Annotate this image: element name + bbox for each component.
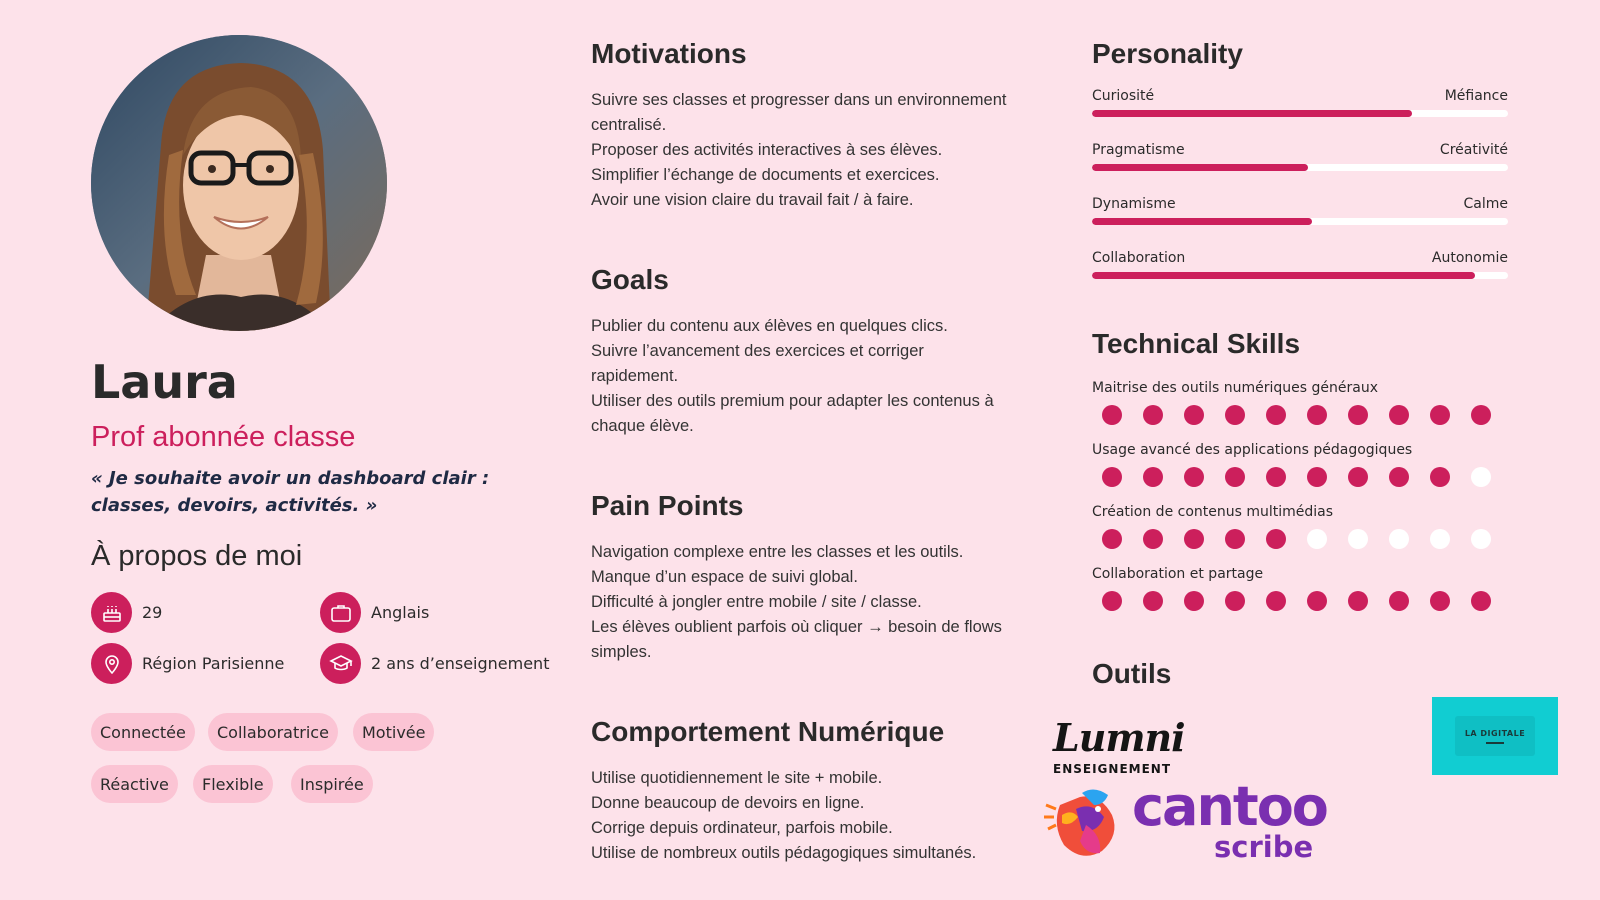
about-title: À propos de moi xyxy=(91,540,303,572)
trait-track xyxy=(1092,110,1508,117)
pain-point-line: Navigation complexe entre les classes et les outils. xyxy=(591,543,964,561)
about-location-value: Région Parisienne xyxy=(142,654,285,673)
rating-dot-empty xyxy=(1389,529,1409,549)
goal-line: Publier du contenu aux élèves en quelques clics. xyxy=(591,317,948,335)
about-location xyxy=(91,643,284,684)
graduation-cap-icon xyxy=(320,643,361,684)
trait-fill xyxy=(1092,110,1412,117)
skill-label: Collaboration et partage xyxy=(1092,566,1264,582)
skill-label: Maitrise des outils numériques généraux xyxy=(1092,380,1378,396)
pain-point-line: Difficulté à jongler entre mobile / site / classe. xyxy=(591,593,922,611)
rating-dot-filled xyxy=(1430,467,1450,487)
motivation-line: Suivre ses classes et progresser dans un environnement centralisé. xyxy=(591,91,1007,134)
rating-dot-filled xyxy=(1471,405,1491,425)
rating-dot-filled xyxy=(1102,529,1122,549)
behavior-line: Donne beaucoup de devoirs en ligne. xyxy=(591,794,865,812)
trait-right-label: Autonomie xyxy=(1431,250,1508,266)
about-subject-value: Anglais xyxy=(371,603,430,622)
rating-dot-filled xyxy=(1102,591,1122,611)
personality-slider xyxy=(1092,250,1508,279)
rating-dot-filled xyxy=(1348,405,1368,425)
rating-dot-filled xyxy=(1225,529,1245,549)
persona-role: Prof abonnée classe xyxy=(91,421,356,453)
goals-text xyxy=(591,314,1011,439)
lumni-logo: Lumni ENSEIGNEMENT xyxy=(1053,715,1185,776)
trait-left-label: Dynamisme xyxy=(1092,196,1176,212)
rating-dot-filled xyxy=(1143,467,1163,487)
rating-dot-filled xyxy=(1307,405,1327,425)
avatar xyxy=(91,35,387,331)
tag: Réactive xyxy=(91,765,178,803)
motivations-text xyxy=(591,88,1011,213)
trait-right-label: Calme xyxy=(1463,196,1508,212)
rating-dot-filled xyxy=(1266,467,1286,487)
skill-rating xyxy=(1102,529,1491,549)
briefcase-icon xyxy=(320,592,361,633)
tools-title: Outils xyxy=(1092,658,1172,689)
persona-name: Laura xyxy=(91,355,238,409)
rating-dot-filled xyxy=(1184,405,1204,425)
rating-dot-filled xyxy=(1102,467,1122,487)
about-experience xyxy=(320,643,549,684)
trait-fill xyxy=(1092,218,1312,225)
trait-fill xyxy=(1092,164,1308,171)
trait-left-label: Curiosité xyxy=(1092,88,1155,104)
tag: Flexible xyxy=(193,765,273,803)
goal-line: Suivre l’avancement des exercices et corriger rapidement. xyxy=(591,342,924,385)
about-age-value: 29 xyxy=(142,603,163,622)
rating-dot-filled xyxy=(1184,467,1204,487)
trait-fill xyxy=(1092,272,1475,279)
rating-dot-filled xyxy=(1389,467,1409,487)
rating-dot-filled xyxy=(1143,529,1163,549)
skills-title: Technical Skills xyxy=(1092,328,1301,359)
rating-dot-filled xyxy=(1225,405,1245,425)
cantoo-scribe-logo: cantoo scribe xyxy=(1042,775,1322,865)
location-pin-icon xyxy=(91,643,132,684)
motivation-line: Avoir une vision claire du travail fait / à faire. xyxy=(591,191,914,209)
trait-track xyxy=(1092,218,1508,225)
skill-row xyxy=(1092,380,1491,425)
rating-dot-filled xyxy=(1430,591,1450,611)
skill-row xyxy=(1092,442,1491,487)
rating-dot-filled xyxy=(1307,467,1327,487)
rating-dot-empty xyxy=(1430,529,1450,549)
rating-dot-filled xyxy=(1225,467,1245,487)
digital-behavior-title: Comportement Numérique xyxy=(591,716,945,747)
skill-rating xyxy=(1102,591,1491,611)
behavior-line: Corrige depuis ordinateur, parfois mobile. xyxy=(591,819,893,837)
rating-dot-filled xyxy=(1389,591,1409,611)
about-subject xyxy=(320,592,429,633)
rating-dot-filled xyxy=(1184,529,1204,549)
rating-dot-empty xyxy=(1348,529,1368,549)
tag: Motivée xyxy=(353,713,434,751)
persona-quote: « Je souhaite avoir un dashboard clair : classes, devoirs, activités. » xyxy=(91,468,490,516)
rating-dot-filled xyxy=(1389,405,1409,425)
rating-dot-empty xyxy=(1471,529,1491,549)
trait-track xyxy=(1092,164,1508,171)
rating-dot-filled xyxy=(1348,467,1368,487)
pain-point-line: Manque d’un espace de suivi global. xyxy=(591,568,858,586)
motivations-title: Motivations xyxy=(591,38,747,69)
about-age xyxy=(91,592,162,633)
motivation-line: Proposer des activités interactives à ses élèves. xyxy=(591,141,943,159)
personality-slider xyxy=(1092,88,1508,117)
rating-dot-empty xyxy=(1471,467,1491,487)
trait-track xyxy=(1092,272,1508,279)
personality-slider xyxy=(1092,142,1508,171)
goals-title: Goals xyxy=(591,264,669,295)
skill-row xyxy=(1092,504,1491,549)
pain-point-line: Les élèves oublient parfois où cliquer → besoin de flows simples. xyxy=(591,618,1002,661)
pain-points-title: Pain Points xyxy=(591,490,744,521)
trait-right-label: Méfiance xyxy=(1444,88,1508,104)
digital-behavior-text xyxy=(591,766,1031,866)
skill-label: Usage avancé des applications pédagogiques xyxy=(1092,442,1413,458)
rating-dot-filled xyxy=(1102,405,1122,425)
rating-dot-filled xyxy=(1225,591,1245,611)
cake-icon xyxy=(91,592,132,633)
behavior-line: Utilise quotidiennement le site + mobile. xyxy=(591,769,883,787)
pain-points-text xyxy=(591,540,1011,665)
rating-dot-filled xyxy=(1266,405,1286,425)
tag: Collaboratrice xyxy=(208,713,338,751)
skill-rating xyxy=(1102,467,1491,487)
rating-dot-filled xyxy=(1266,529,1286,549)
rating-dot-filled xyxy=(1266,591,1286,611)
skill-label: Création de contenus multimédias xyxy=(1092,504,1334,520)
rating-dot-filled xyxy=(1184,591,1204,611)
goal-line: Utiliser des outils premium pour adapter les contenus à chaque élève. xyxy=(591,392,994,435)
trait-right-label: Créativité xyxy=(1439,142,1508,158)
rating-dot-filled xyxy=(1143,405,1163,425)
rating-dot-filled xyxy=(1143,591,1163,611)
about-experience-value: 2 ans d’enseignement xyxy=(371,654,550,673)
rating-dot-empty xyxy=(1307,529,1327,549)
cantoo-mascot-icon xyxy=(1042,775,1134,863)
rating-dot-filled xyxy=(1430,405,1450,425)
behavior-line: Utilise de nombreux outils pédagogiques simultanés. xyxy=(591,844,977,862)
trait-left-label: Collaboration xyxy=(1092,250,1186,266)
rating-dot-filled xyxy=(1307,591,1327,611)
skill-row xyxy=(1092,566,1491,611)
tag: Inspirée xyxy=(291,765,373,803)
tag: Connectée xyxy=(91,713,195,751)
la-digitale-logo: LA DIGITALE xyxy=(1432,697,1558,775)
portrait-illustration xyxy=(91,35,387,331)
rating-dot-filled xyxy=(1471,591,1491,611)
personality-slider xyxy=(1092,196,1508,225)
trait-left-label: Pragmatisme xyxy=(1092,142,1185,158)
personality-title: Personality xyxy=(1092,38,1243,69)
skill-rating xyxy=(1102,405,1491,425)
rating-dot-filled xyxy=(1348,591,1368,611)
motivation-line: Simplifier l’échange de documents et exercices. xyxy=(591,166,940,184)
